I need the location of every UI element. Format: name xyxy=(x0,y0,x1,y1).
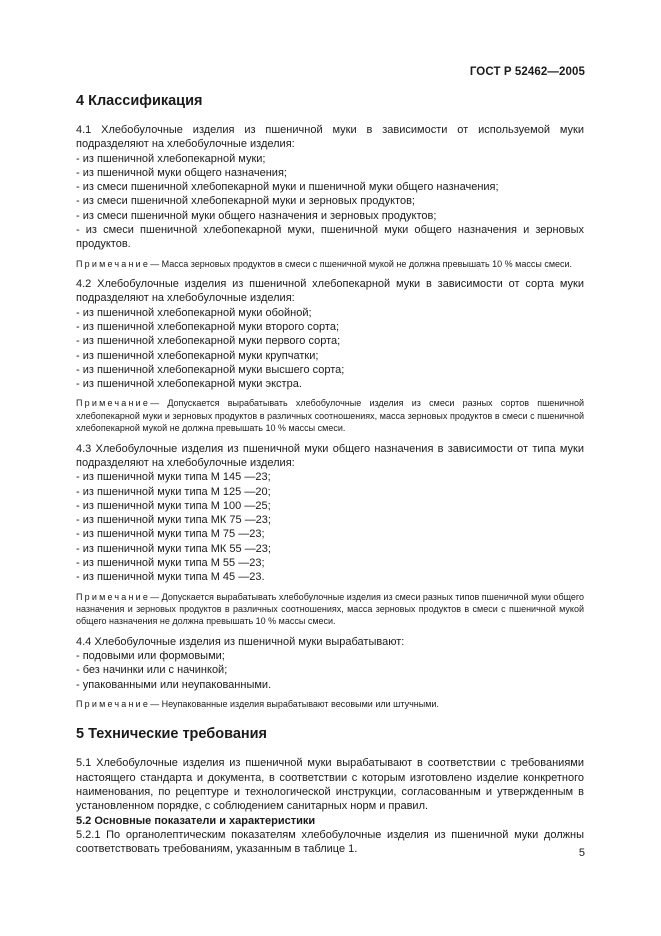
list-4-1 xyxy=(76,152,584,252)
list-4-2 xyxy=(76,306,584,392)
subsection-5-2-title: 5.2 Основные показатели и характеристики xyxy=(76,814,316,827)
list-item: - из пшеничной хлебопекарной муки; xyxy=(76,152,266,165)
paragraph-4-4: 4.4 Хлебобулочные изделия из пшеничной муки вырабатывают: xyxy=(76,635,405,648)
paragraph-4-1 xyxy=(76,123,584,152)
list-item: - из пшеничной муки типа М 125 —20; xyxy=(76,485,271,498)
note-4-4 xyxy=(76,698,584,710)
note-label: Примечание xyxy=(76,258,151,269)
list-item: - подовыми или формовыми; xyxy=(76,650,225,663)
list-item: - из смеси пшеничной хлебопекарной муки и зерновых продуктов; xyxy=(76,195,415,208)
list-item: - без начинки или с начинкой; xyxy=(76,664,228,677)
note-4-1 xyxy=(76,258,584,270)
list-item: - из пшеничной муки типа МК 55 —23; xyxy=(76,542,271,555)
paragraph-5-1: 5.1 Хлебобулочные изделия из пшеничной муки вырабатывают в соответствии с требованиями настоящего стандарта и документа, в соответствии с которым изготовлено изделие конкретного наименования, по рецептуре и технологической инструкции, согласованным и утвержденным в установленном порядке, с соблюдением санитарных норм и правил. xyxy=(76,757,584,813)
note-label: Примечание xyxy=(76,591,151,602)
list-item: - из пшеничной муки типа М 145 —23; xyxy=(76,471,271,484)
section-4-title: 4 Классификация xyxy=(76,93,203,109)
note-text: — Неупакованные изделия вырабатывают весовыми или штучными. xyxy=(150,699,439,710)
paragraph-5-2-1: 5.2.1 По органолептическим показателям хлебобулочные изделия из пшеничной муки должны соответствовать требованиям, указанным в таблице 1. xyxy=(76,828,584,856)
list-item: - из пшеничной муки типа М 55 —23; xyxy=(76,557,265,570)
note-4-2 xyxy=(76,397,584,434)
list-item: - из пшеничной муки типа М 75 —23; xyxy=(76,528,265,541)
note-text: — Масса зерновых продуктов в смеси с пшеничной мукой не должна превышать 10 % массы смеси. xyxy=(150,258,573,269)
list-4-4 xyxy=(76,649,584,692)
paragraph-4-3: 4.3 Хлебобулочные изделия из пшеничной муки общего назначения в зависимости от типа муки подразделяют на хлебобулочные изделия: xyxy=(76,442,584,469)
list-item: - из пшеничной хлебопекарной муки крупчатки; xyxy=(76,349,319,362)
paragraph-4-1-text: 4.1 Хлебобулочные изделия из пшеничной муки в зависимости от используемой муки подразделяют на хлебобулочные изделия: xyxy=(76,124,584,151)
list-item: - из пшеничной муки общего назначения; xyxy=(76,166,287,179)
list-item: - из пшеничной хлебопекарной муки обойной; xyxy=(76,306,312,319)
list-item: - из пшеничной хлебопекарной муки высшего сорта; xyxy=(76,363,345,376)
list-item: - из смеси пшеничной хлебопекарной муки, пшеничной муки общего назначения и зерновых продуктов. xyxy=(76,224,584,251)
list-4-3 xyxy=(76,470,584,584)
list-item: - из пшеничной хлебопекарной муки экстра. xyxy=(76,378,302,391)
list-item: - из пшеничной муки типа МК 75 —23; xyxy=(76,514,271,527)
page-number: 5 xyxy=(578,847,585,859)
note-label: Примечание xyxy=(76,398,151,409)
list-item: - из пшеничной муки типа М 45 —23. xyxy=(76,571,265,584)
list-item: - из пшеничной хлебопекарной муки второго сорта; xyxy=(76,320,340,333)
note-label: Примечание xyxy=(76,699,151,710)
note-text: — Допускается вырабатывать хлебобулочные изделия из смеси разных сортов пшеничной хлебопекарной муки и зерновых продуктов в различных соотношениях, масса зерновых продуктов в смеси с пшеничной хлебопекарной мукой не должна превышать 10 % массы смеси. xyxy=(76,398,584,434)
page-content xyxy=(76,91,584,857)
list-item: - из смеси пшеничной муки общего назначения и зерновых продуктов; xyxy=(76,209,437,222)
list-item: - из пшеничной муки типа М 100 —25; xyxy=(76,499,271,512)
list-item: - из смеси пшеничной хлебопекарной муки и пшеничной муки общего назначения; xyxy=(76,181,499,194)
section-5-title: 5 Технические требования xyxy=(76,726,268,743)
standard-designation: ГОСТ Р 52462—2005 xyxy=(469,66,585,78)
note-4-3 xyxy=(76,591,584,628)
list-item: - упакованными или неупакованными. xyxy=(76,678,272,691)
note-text: — Допускается вырабатывать хлебобулочные изделия из смеси разных типов пшеничной муки общего назначения и зерновых продуктов в различных соотношениях, масса зерновых продуктов в смеси с пшеничной мукой общего назначения не должна превышать 10 % массы смеси. xyxy=(76,591,584,627)
paragraph-4-2: 4.2 Хлебобулочные изделия из пшеничной хлебопекарной муки в зависимости от сорта муки подразделяют на хлебобулочные изделия: xyxy=(76,278,584,305)
list-item: - из пшеничной хлебопекарной муки первого сорта; xyxy=(76,335,341,348)
